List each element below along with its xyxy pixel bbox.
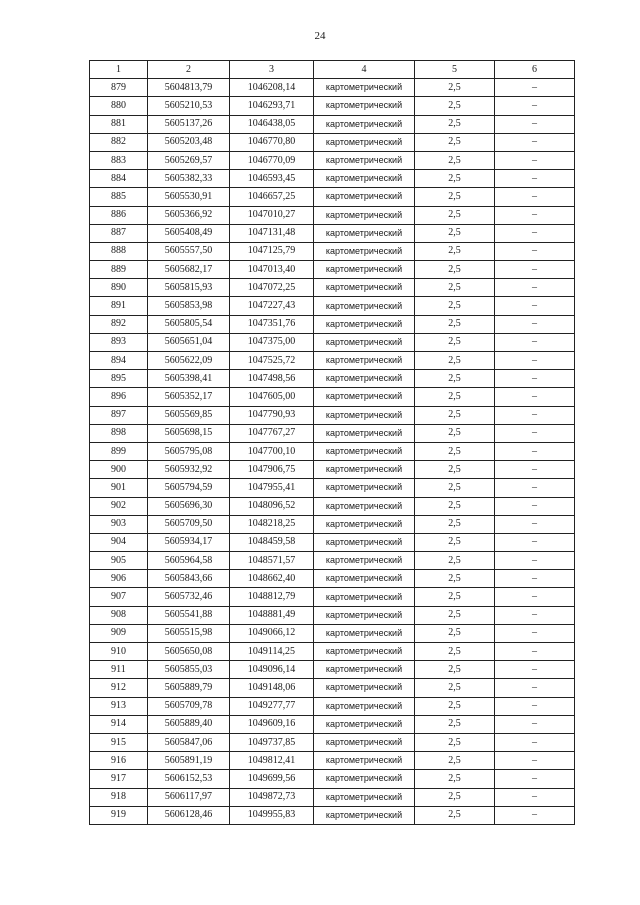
cell-x-coordinate: 5605210,53 bbox=[148, 97, 230, 115]
table-row bbox=[90, 297, 575, 315]
cell-y-coordinate: 1047767,27 bbox=[230, 424, 314, 442]
cell-note: – bbox=[495, 788, 575, 806]
cell-point-number: 910 bbox=[90, 643, 148, 661]
cell-x-coordinate: 5605843,66 bbox=[148, 570, 230, 588]
cell-point-number: 905 bbox=[90, 552, 148, 570]
cell-x-coordinate: 5606117,97 bbox=[148, 788, 230, 806]
table-row bbox=[90, 388, 575, 406]
cell-note: – bbox=[495, 151, 575, 169]
cell-note: – bbox=[495, 279, 575, 297]
table-row bbox=[90, 679, 575, 697]
cell-x-coordinate: 5605269,57 bbox=[148, 151, 230, 169]
cell-accuracy: 2,5 bbox=[415, 297, 495, 315]
header-col-1: 1 bbox=[90, 61, 148, 79]
cell-note: – bbox=[495, 170, 575, 188]
cell-point-number: 904 bbox=[90, 533, 148, 551]
cell-point-number: 885 bbox=[90, 188, 148, 206]
cell-note: – bbox=[495, 661, 575, 679]
cell-x-coordinate: 5605696,30 bbox=[148, 497, 230, 515]
cell-accuracy: 2,5 bbox=[415, 770, 495, 788]
cell-method: картометрический bbox=[314, 115, 415, 133]
cell-note: – bbox=[495, 206, 575, 224]
cell-accuracy: 2,5 bbox=[415, 424, 495, 442]
cell-accuracy: 2,5 bbox=[415, 170, 495, 188]
cell-x-coordinate: 5605137,26 bbox=[148, 115, 230, 133]
table-row bbox=[90, 115, 575, 133]
cell-point-number: 919 bbox=[90, 806, 148, 824]
cell-accuracy: 2,5 bbox=[415, 661, 495, 679]
cell-accuracy: 2,5 bbox=[415, 697, 495, 715]
table-row bbox=[90, 406, 575, 424]
cell-x-coordinate: 5605650,08 bbox=[148, 643, 230, 661]
cell-accuracy: 2,5 bbox=[415, 224, 495, 242]
cell-note: – bbox=[495, 715, 575, 733]
cell-x-coordinate: 5605709,50 bbox=[148, 515, 230, 533]
cell-note: – bbox=[495, 588, 575, 606]
cell-point-number: 897 bbox=[90, 406, 148, 424]
cell-x-coordinate: 5605622,09 bbox=[148, 352, 230, 370]
cell-point-number: 902 bbox=[90, 497, 148, 515]
table-row bbox=[90, 515, 575, 533]
cell-method: картометрический bbox=[314, 515, 415, 533]
cell-point-number: 915 bbox=[90, 733, 148, 751]
table-row bbox=[90, 588, 575, 606]
cell-note: – bbox=[495, 115, 575, 133]
cell-y-coordinate: 1047131,48 bbox=[230, 224, 314, 242]
cell-note: – bbox=[495, 315, 575, 333]
cell-point-number: 909 bbox=[90, 624, 148, 642]
cell-x-coordinate: 5605795,08 bbox=[148, 442, 230, 460]
table-row bbox=[90, 315, 575, 333]
cell-point-number: 893 bbox=[90, 333, 148, 351]
cell-x-coordinate: 5605382,33 bbox=[148, 170, 230, 188]
cell-method: картометрический bbox=[314, 552, 415, 570]
cell-y-coordinate: 1048218,25 bbox=[230, 515, 314, 533]
table-row bbox=[90, 715, 575, 733]
cell-x-coordinate: 5604813,79 bbox=[148, 79, 230, 97]
cell-accuracy: 2,5 bbox=[415, 715, 495, 733]
cell-point-number: 881 bbox=[90, 115, 148, 133]
cell-y-coordinate: 1047525,72 bbox=[230, 352, 314, 370]
cell-note: – bbox=[495, 442, 575, 460]
cell-y-coordinate: 1049955,83 bbox=[230, 806, 314, 824]
cell-note: – bbox=[495, 370, 575, 388]
cell-y-coordinate: 1047375,00 bbox=[230, 333, 314, 351]
cell-method: картометрический bbox=[314, 352, 415, 370]
table-row bbox=[90, 461, 575, 479]
cell-method: картометрический bbox=[314, 151, 415, 169]
table-row bbox=[90, 606, 575, 624]
cell-x-coordinate: 5606152,53 bbox=[148, 770, 230, 788]
cell-point-number: 889 bbox=[90, 261, 148, 279]
cell-note: – bbox=[495, 570, 575, 588]
cell-y-coordinate: 1048881,49 bbox=[230, 606, 314, 624]
cell-note: – bbox=[495, 552, 575, 570]
cell-accuracy: 2,5 bbox=[415, 442, 495, 460]
cell-method: картометрический bbox=[314, 133, 415, 151]
cell-note: – bbox=[495, 388, 575, 406]
cell-y-coordinate: 1048662,40 bbox=[230, 570, 314, 588]
cell-note: – bbox=[495, 97, 575, 115]
cell-accuracy: 2,5 bbox=[415, 206, 495, 224]
cell-note: – bbox=[495, 643, 575, 661]
cell-x-coordinate: 5605805,54 bbox=[148, 315, 230, 333]
cell-note: – bbox=[495, 533, 575, 551]
header-col-6: 6 bbox=[495, 61, 575, 79]
cell-method: картометрический bbox=[314, 206, 415, 224]
table-row bbox=[90, 170, 575, 188]
cell-y-coordinate: 1047498,56 bbox=[230, 370, 314, 388]
table-row bbox=[90, 261, 575, 279]
cell-note: – bbox=[495, 352, 575, 370]
cell-point-number: 916 bbox=[90, 752, 148, 770]
table-row bbox=[90, 224, 575, 242]
cell-method: картометрический bbox=[314, 497, 415, 515]
cell-point-number: 907 bbox=[90, 588, 148, 606]
cell-note: – bbox=[495, 697, 575, 715]
cell-accuracy: 2,5 bbox=[415, 242, 495, 260]
cell-note: – bbox=[495, 461, 575, 479]
table-row bbox=[90, 624, 575, 642]
cell-note: – bbox=[495, 752, 575, 770]
cell-y-coordinate: 1049872,73 bbox=[230, 788, 314, 806]
cell-x-coordinate: 5605847,06 bbox=[148, 733, 230, 751]
cell-y-coordinate: 1046770,80 bbox=[230, 133, 314, 151]
cell-x-coordinate: 5605934,17 bbox=[148, 533, 230, 551]
table-row bbox=[90, 442, 575, 460]
cell-method: картометрический bbox=[314, 315, 415, 333]
cell-note: – bbox=[495, 297, 575, 315]
cell-y-coordinate: 1047227,43 bbox=[230, 297, 314, 315]
cell-point-number: 884 bbox=[90, 170, 148, 188]
cell-y-coordinate: 1049096,14 bbox=[230, 661, 314, 679]
table-row bbox=[90, 552, 575, 570]
cell-method: картометрический bbox=[314, 370, 415, 388]
header-col-5: 5 bbox=[415, 61, 495, 79]
cell-accuracy: 2,5 bbox=[415, 806, 495, 824]
cell-accuracy: 2,5 bbox=[415, 570, 495, 588]
cell-y-coordinate: 1047700,10 bbox=[230, 442, 314, 460]
cell-accuracy: 2,5 bbox=[415, 515, 495, 533]
cell-point-number: 896 bbox=[90, 388, 148, 406]
cell-accuracy: 2,5 bbox=[415, 188, 495, 206]
cell-method: картометрический bbox=[314, 624, 415, 642]
cell-accuracy: 2,5 bbox=[415, 151, 495, 169]
table-row bbox=[90, 151, 575, 169]
cell-accuracy: 2,5 bbox=[415, 752, 495, 770]
cell-y-coordinate: 1047125,79 bbox=[230, 242, 314, 260]
cell-y-coordinate: 1047010,27 bbox=[230, 206, 314, 224]
cell-accuracy: 2,5 bbox=[415, 388, 495, 406]
cell-x-coordinate: 5605557,50 bbox=[148, 242, 230, 260]
cell-y-coordinate: 1049812,41 bbox=[230, 752, 314, 770]
cell-x-coordinate: 5606128,46 bbox=[148, 806, 230, 824]
cell-method: картометрический bbox=[314, 406, 415, 424]
table-row bbox=[90, 497, 575, 515]
cell-note: – bbox=[495, 624, 575, 642]
cell-note: – bbox=[495, 806, 575, 824]
cell-y-coordinate: 1047790,93 bbox=[230, 406, 314, 424]
cell-note: – bbox=[495, 515, 575, 533]
page-number: 24 bbox=[314, 30, 326, 42]
cell-point-number: 887 bbox=[90, 224, 148, 242]
cell-y-coordinate: 1046438,05 bbox=[230, 115, 314, 133]
cell-x-coordinate: 5605732,46 bbox=[148, 588, 230, 606]
cell-y-coordinate: 1049737,85 bbox=[230, 733, 314, 751]
cell-y-coordinate: 1046208,14 bbox=[230, 79, 314, 97]
cell-point-number: 892 bbox=[90, 315, 148, 333]
cell-method: картометрический bbox=[314, 588, 415, 606]
cell-x-coordinate: 5605794,59 bbox=[148, 479, 230, 497]
cell-y-coordinate: 1046593,45 bbox=[230, 170, 314, 188]
cell-method: картометрический bbox=[314, 388, 415, 406]
cell-x-coordinate: 5605203,48 bbox=[148, 133, 230, 151]
table-body bbox=[90, 79, 575, 825]
cell-point-number: 903 bbox=[90, 515, 148, 533]
cell-note: – bbox=[495, 770, 575, 788]
cell-note: – bbox=[495, 606, 575, 624]
cell-note: – bbox=[495, 679, 575, 697]
cell-accuracy: 2,5 bbox=[415, 352, 495, 370]
cell-y-coordinate: 1048459,58 bbox=[230, 533, 314, 551]
cell-note: – bbox=[495, 224, 575, 242]
cell-x-coordinate: 5605530,91 bbox=[148, 188, 230, 206]
cell-point-number: 879 bbox=[90, 79, 148, 97]
cell-x-coordinate: 5605698,15 bbox=[148, 424, 230, 442]
cell-method: картометрический bbox=[314, 697, 415, 715]
cell-point-number: 891 bbox=[90, 297, 148, 315]
cell-method: картометрический bbox=[314, 224, 415, 242]
cell-accuracy: 2,5 bbox=[415, 788, 495, 806]
cell-method: картометрический bbox=[314, 770, 415, 788]
cell-note: – bbox=[495, 261, 575, 279]
table-header bbox=[90, 61, 575, 79]
cell-point-number: 894 bbox=[90, 352, 148, 370]
cell-method: картометрический bbox=[314, 297, 415, 315]
cell-x-coordinate: 5605891,19 bbox=[148, 752, 230, 770]
cell-point-number: 908 bbox=[90, 606, 148, 624]
cell-y-coordinate: 1047351,76 bbox=[230, 315, 314, 333]
cell-x-coordinate: 5605855,03 bbox=[148, 661, 230, 679]
cell-accuracy: 2,5 bbox=[415, 733, 495, 751]
cell-x-coordinate: 5605853,98 bbox=[148, 297, 230, 315]
cell-accuracy: 2,5 bbox=[415, 406, 495, 424]
cell-method: картометрический bbox=[314, 679, 415, 697]
cell-method: картометрический bbox=[314, 533, 415, 551]
table-row bbox=[90, 279, 575, 297]
cell-y-coordinate: 1047955,41 bbox=[230, 479, 314, 497]
cell-method: картометрический bbox=[314, 752, 415, 770]
cell-accuracy: 2,5 bbox=[415, 643, 495, 661]
cell-note: – bbox=[495, 733, 575, 751]
cell-point-number: 914 bbox=[90, 715, 148, 733]
table-row bbox=[90, 97, 575, 115]
cell-x-coordinate: 5605541,88 bbox=[148, 606, 230, 624]
cell-accuracy: 2,5 bbox=[415, 588, 495, 606]
cell-x-coordinate: 5605682,17 bbox=[148, 261, 230, 279]
cell-accuracy: 2,5 bbox=[415, 479, 495, 497]
cell-method: картометрический bbox=[314, 733, 415, 751]
cell-x-coordinate: 5605398,41 bbox=[148, 370, 230, 388]
table-row bbox=[90, 206, 575, 224]
cell-note: – bbox=[495, 333, 575, 351]
cell-y-coordinate: 1048096,52 bbox=[230, 497, 314, 515]
cell-method: картометрический bbox=[314, 242, 415, 260]
table-row bbox=[90, 661, 575, 679]
cell-point-number: 899 bbox=[90, 442, 148, 460]
cell-y-coordinate: 1048571,57 bbox=[230, 552, 314, 570]
cell-accuracy: 2,5 bbox=[415, 552, 495, 570]
table-row bbox=[90, 479, 575, 497]
table-row bbox=[90, 370, 575, 388]
cell-y-coordinate: 1046770,09 bbox=[230, 151, 314, 169]
table-row bbox=[90, 242, 575, 260]
table-row bbox=[90, 79, 575, 97]
cell-point-number: 890 bbox=[90, 279, 148, 297]
cell-point-number: 911 bbox=[90, 661, 148, 679]
cell-method: картометрический bbox=[314, 333, 415, 351]
header-col-2: 2 bbox=[148, 61, 230, 79]
cell-method: картометрический bbox=[314, 661, 415, 679]
cell-y-coordinate: 1046293,71 bbox=[230, 97, 314, 115]
cell-y-coordinate: 1049699,56 bbox=[230, 770, 314, 788]
cell-point-number: 917 bbox=[90, 770, 148, 788]
cell-x-coordinate: 5605709,78 bbox=[148, 697, 230, 715]
cell-point-number: 898 bbox=[90, 424, 148, 442]
table-row bbox=[90, 133, 575, 151]
coordinates-table bbox=[89, 60, 575, 825]
cell-point-number: 901 bbox=[90, 479, 148, 497]
cell-accuracy: 2,5 bbox=[415, 279, 495, 297]
table-row bbox=[90, 788, 575, 806]
cell-x-coordinate: 5605352,17 bbox=[148, 388, 230, 406]
cell-y-coordinate: 1049277,77 bbox=[230, 697, 314, 715]
cell-x-coordinate: 5605515,98 bbox=[148, 624, 230, 642]
table-row bbox=[90, 352, 575, 370]
cell-method: картометрический bbox=[314, 261, 415, 279]
cell-point-number: 918 bbox=[90, 788, 148, 806]
cell-accuracy: 2,5 bbox=[415, 79, 495, 97]
cell-note: – bbox=[495, 497, 575, 515]
cell-x-coordinate: 5605889,40 bbox=[148, 715, 230, 733]
cell-method: картометрический bbox=[314, 806, 415, 824]
cell-note: – bbox=[495, 188, 575, 206]
cell-point-number: 906 bbox=[90, 570, 148, 588]
table-row bbox=[90, 770, 575, 788]
cell-note: – bbox=[495, 79, 575, 97]
cell-method: картометрический bbox=[314, 279, 415, 297]
cell-point-number: 880 bbox=[90, 97, 148, 115]
cell-accuracy: 2,5 bbox=[415, 115, 495, 133]
cell-method: картометрический bbox=[314, 442, 415, 460]
table-row bbox=[90, 697, 575, 715]
cell-y-coordinate: 1047072,25 bbox=[230, 279, 314, 297]
cell-method: картометрический bbox=[314, 170, 415, 188]
cell-y-coordinate: 1047605,00 bbox=[230, 388, 314, 406]
cell-method: картометрический bbox=[314, 715, 415, 733]
table-row bbox=[90, 733, 575, 751]
cell-note: – bbox=[495, 479, 575, 497]
cell-x-coordinate: 5605932,92 bbox=[148, 461, 230, 479]
cell-accuracy: 2,5 bbox=[415, 679, 495, 697]
table-row bbox=[90, 643, 575, 661]
table-row bbox=[90, 752, 575, 770]
cell-y-coordinate: 1047013,40 bbox=[230, 261, 314, 279]
cell-method: картометрический bbox=[314, 188, 415, 206]
cell-accuracy: 2,5 bbox=[415, 261, 495, 279]
cell-method: картометрический bbox=[314, 606, 415, 624]
cell-method: картометрический bbox=[314, 79, 415, 97]
cell-point-number: 882 bbox=[90, 133, 148, 151]
cell-point-number: 886 bbox=[90, 206, 148, 224]
cell-y-coordinate: 1047906,75 bbox=[230, 461, 314, 479]
cell-x-coordinate: 5605964,58 bbox=[148, 552, 230, 570]
cell-point-number: 912 bbox=[90, 679, 148, 697]
cell-point-number: 900 bbox=[90, 461, 148, 479]
cell-method: картометрический bbox=[314, 570, 415, 588]
table-row bbox=[90, 533, 575, 551]
cell-method: картометрический bbox=[314, 643, 415, 661]
cell-note: – bbox=[495, 406, 575, 424]
cell-point-number: 888 bbox=[90, 242, 148, 260]
cell-x-coordinate: 5605651,04 bbox=[148, 333, 230, 351]
cell-x-coordinate: 5605889,79 bbox=[148, 679, 230, 697]
cell-accuracy: 2,5 bbox=[415, 461, 495, 479]
table-row bbox=[90, 570, 575, 588]
cell-method: картометрический bbox=[314, 97, 415, 115]
header-col-3: 3 bbox=[230, 61, 314, 79]
cell-accuracy: 2,5 bbox=[415, 533, 495, 551]
cell-method: картометрический bbox=[314, 424, 415, 442]
cell-x-coordinate: 5605815,93 bbox=[148, 279, 230, 297]
cell-accuracy: 2,5 bbox=[415, 497, 495, 515]
cell-point-number: 895 bbox=[90, 370, 148, 388]
header-row bbox=[90, 61, 575, 79]
table-row bbox=[90, 188, 575, 206]
cell-x-coordinate: 5605408,49 bbox=[148, 224, 230, 242]
cell-method: картометрический bbox=[314, 788, 415, 806]
cell-accuracy: 2,5 bbox=[415, 624, 495, 642]
cell-x-coordinate: 5605569,85 bbox=[148, 406, 230, 424]
cell-accuracy: 2,5 bbox=[415, 133, 495, 151]
table-row bbox=[90, 806, 575, 824]
cell-y-coordinate: 1048812,79 bbox=[230, 588, 314, 606]
cell-x-coordinate: 5605366,92 bbox=[148, 206, 230, 224]
cell-y-coordinate: 1049114,25 bbox=[230, 643, 314, 661]
cell-accuracy: 2,5 bbox=[415, 606, 495, 624]
cell-y-coordinate: 1049609,16 bbox=[230, 715, 314, 733]
cell-point-number: 913 bbox=[90, 697, 148, 715]
cell-method: картометрический bbox=[314, 461, 415, 479]
cell-y-coordinate: 1046657,25 bbox=[230, 188, 314, 206]
cell-note: – bbox=[495, 133, 575, 151]
cell-accuracy: 2,5 bbox=[415, 315, 495, 333]
table-row bbox=[90, 424, 575, 442]
cell-y-coordinate: 1049148,06 bbox=[230, 679, 314, 697]
cell-point-number: 883 bbox=[90, 151, 148, 169]
cell-accuracy: 2,5 bbox=[415, 97, 495, 115]
header-col-4: 4 bbox=[314, 61, 415, 79]
cell-y-coordinate: 1049066,12 bbox=[230, 624, 314, 642]
table-row bbox=[90, 333, 575, 351]
cell-note: – bbox=[495, 424, 575, 442]
cell-accuracy: 2,5 bbox=[415, 333, 495, 351]
cell-accuracy: 2,5 bbox=[415, 370, 495, 388]
cell-method: картометрический bbox=[314, 479, 415, 497]
cell-note: – bbox=[495, 242, 575, 260]
